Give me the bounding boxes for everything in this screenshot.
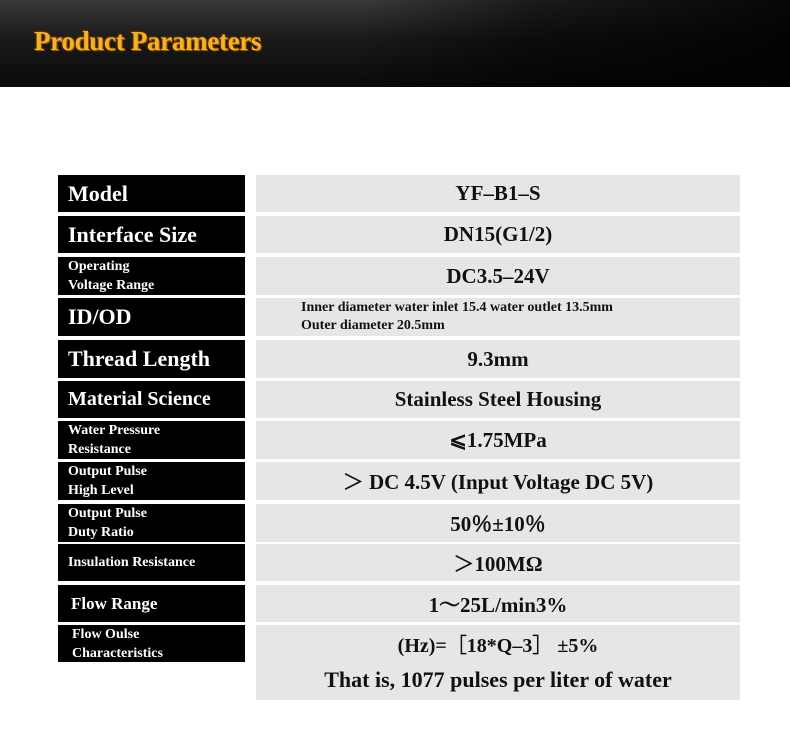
- value-material-science: [256, 381, 740, 418]
- label-line: High Level: [68, 483, 134, 498]
- value-line: Outer diameter 20.5mm: [301, 318, 445, 333]
- value-text: ＞100MΩ: [453, 551, 543, 576]
- value-operating-voltage: [256, 257, 740, 295]
- label-model: [58, 175, 245, 212]
- label-line: Water Pressure: [68, 423, 161, 438]
- value-interface-size: [256, 216, 740, 253]
- label-line: Resistance: [68, 442, 131, 457]
- label-duty-ratio: [58, 504, 245, 542]
- header-banner: [0, 0, 790, 87]
- label-text: Interface Size: [68, 221, 197, 247]
- value-insulation-resistance: [256, 544, 740, 581]
- value-duty-ratio: [256, 504, 740, 542]
- label-thread-length: [58, 340, 245, 378]
- label-flow-range: [58, 585, 245, 622]
- label-id-od: [58, 298, 245, 336]
- banner-shade: [360, 0, 790, 87]
- value-text: DN15(G1/2): [443, 222, 553, 246]
- value-text: ⩽1.75MPa: [449, 427, 547, 452]
- page-title: Product Parameters: [34, 26, 262, 56]
- value-text: Stainless Steel Housing: [394, 387, 602, 411]
- value-text: 1～25L/min3%: [428, 592, 568, 617]
- value-model: [256, 175, 740, 212]
- value-text: ＞ DC 4.5V (Input Voltage DC 5V): [342, 470, 654, 494]
- label-line: Characteristics: [72, 645, 163, 661]
- label-line: Flow Oulse: [72, 626, 140, 642]
- label-text: Model: [68, 180, 128, 206]
- label-text: ID/OD: [68, 304, 132, 329]
- value-flow-characteristics: [256, 625, 740, 700]
- value-text: 50％±10％: [450, 512, 546, 536]
- label-text: Insulation Resistance: [68, 555, 196, 570]
- label-line: Output Pulse: [68, 506, 147, 521]
- label-flow-characteristics: [58, 625, 245, 662]
- value-line: That is, 1077 pulses per liter of water: [324, 666, 672, 692]
- value-thread-length: [256, 340, 740, 378]
- value-water-pressure: [256, 421, 740, 459]
- label-text: Thread Length: [68, 346, 211, 371]
- label-line: Output Pulse: [68, 464, 147, 479]
- value-text: DC3.5–24V: [446, 263, 550, 288]
- value-line: Inner diameter water inlet 15.4 water outlet 13.5mm: [301, 300, 613, 315]
- value-flow-range: [256, 585, 740, 622]
- label-text: Material Science: [68, 388, 211, 410]
- label-insulation-resistance: [58, 544, 245, 581]
- label-output-pulse-high: [58, 462, 245, 500]
- label-operating-voltage: [58, 257, 245, 295]
- label-water-pressure: [58, 421, 245, 459]
- label-line: Operating: [68, 259, 130, 274]
- label-text: Flow Range: [71, 593, 158, 613]
- value-line: (Hz)=［18*Q–3］ ±5%: [397, 634, 599, 657]
- label-interface-size: [58, 216, 245, 253]
- value-text: 9.3mm: [467, 346, 529, 371]
- label-material-science: [58, 381, 245, 418]
- label-line: Duty Ratio: [68, 525, 134, 540]
- value-output-pulse-high: [256, 462, 740, 500]
- value-text: YF–B1–S: [455, 181, 541, 205]
- label-line: Voltage Range: [68, 278, 155, 293]
- value-id-od: [256, 298, 740, 336]
